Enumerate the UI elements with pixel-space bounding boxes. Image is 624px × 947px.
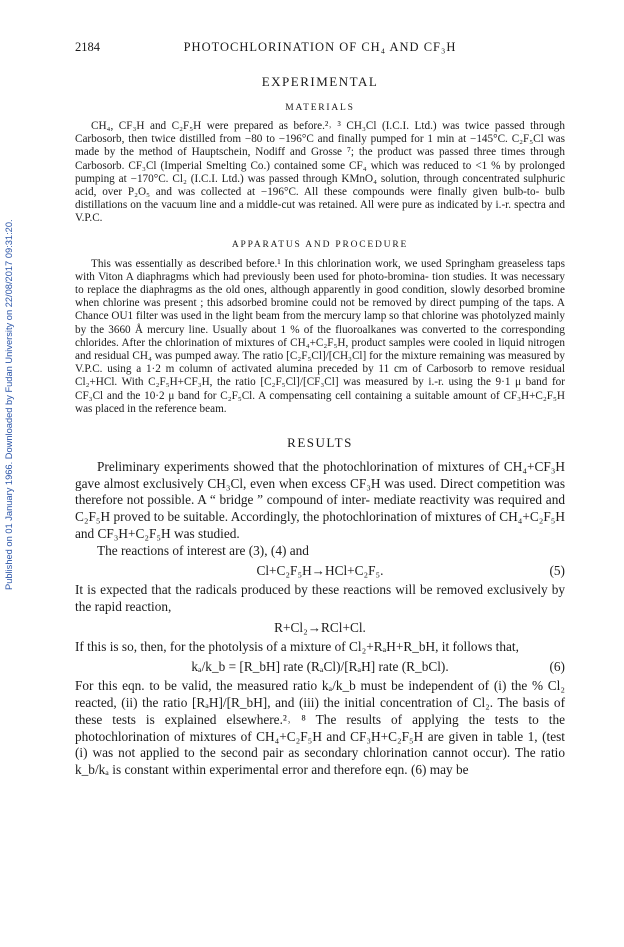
download-watermark (4, 150, 16, 590)
apparatus-text: This was essentially as described before.¹ In this chlorination work, we used Springham greaseless taps with Viton A diaphragms which had previously been used for photo-bromina- tion studies. It was necessary to replace the diaphragms as the old ones, although apparently in good condition, slowly desorbed bromine when chlorine was present ; this adsorbed bromine could not be removed by direct pumping of the taps. A Chance OU1 filter was used in the light beam from the mercury lamp so that chlorine was photolyzed mainly by the 3660 Å mercury line. Usually about 1 % of the fluoroalkanes was converted to the corresponding chlorides. After the chlorination of mixtures of CH₄+C₂F₅H, product samples were cooled in liquid nitrogen and residual CH₄ was pumped away. The ratio [C₂F₅Cl]/[CH₃Cl] for the mixture remaining was measured by V.P.C. using a 1·2 m column of activated alumina preceded by 11 cm of Carbosorb to remove residual Cl₂+HCl. With C₂F₅H+CF₃H, the ratio [C₂F₅Cl]/[CF₃Cl] was measured by i.-r. using the 9·1 μ band for CF₃Cl and the 10·2 μ band for C₂F₅Cl. A compensating cell containing a suitable amount of CF₃H+C₂F₅H was placed in the reference beam. (75, 257, 565, 415)
materials-text: CH₄, CF₃H and C₂F₅H were prepared as before.²˒ ³ CH₃Cl (I.C.I. Ltd.) was twice passed through Carbosorb, then twice distilled from −80 to −196°C and finally pumped for 1 min at −145°C. C₂F₅Cl was made by the method of Hauptschein, Nodiff and Grosse ⁷; the product was passed three times through Carbosorb. CF₃Cl (Imperial Smelting Co.) contained some CF₄ which was reduced to <1 % by prolonged pumping at −170°C. Cl₂ (I.C.I. Ltd.) was passed through KMnO₄ solution, through concentrated sulphuric acid, over P₂O₅ and was collected at −196°C. All these compounds were finally given bulb-to- bulb distillations on the vacuum line and a middle-cut was retained. All were pure as indicated by i.-r. spectra and V.P.C. (75, 120, 565, 225)
section-heading-experimental: EXPERIMENTAL (261, 74, 379, 89)
equation-5-expression: Cl+C₂F₅H→HCl+C₂F₅. (256, 563, 384, 579)
section-heading-results: RESULTS (287, 435, 353, 451)
results-line-photolysis: If this is so, then, for the photolysis of a mixture of Cl₂+RₐH+R_bH, it follows that, (75, 638, 519, 654)
results-body (75, 459, 565, 779)
results-paragraph-3: For this eqn. to be valid, the measured ratio kₐ/k_b must be independent of (i) the % Cl₂ reacted, (ii) the ratio [RₐH]/[R_bH], and (iii) the initial concentration of Cl₂. The basis of these tests is explained elsewhere.²˒ ⁸ The results of applying the tests to the photochlorination of mixtures of CH₄+C₂F₅H and CF₃H+C₂F₅H are given in table 1, (test (i) was not applied to the second pair as secondary chlorination cannot occur). The ratio k_b/kₐ is constant within experimental error and therefore eqn. (6) may be (75, 678, 565, 777)
equation-unnumbered (75, 618, 565, 637)
results-line-reactions: The reactions of interest are (3), (4) and (97, 542, 309, 558)
running-header (75, 40, 565, 58)
page-number: 2184 (75, 40, 100, 54)
equation-6-number: (6) (549, 659, 565, 675)
apparatus-paragraph (75, 258, 565, 416)
equation-6-expression: kₐ/k_b = [R_bH] rate (RₐCl)/[RₐH] rate (R_bCl). (191, 659, 449, 675)
subsection-heading-materials: MATERIALS (285, 103, 355, 113)
results-paragraph-2: It is expected that the radicals produced by these reactions will be removed exclusively by the rapid reaction, (75, 582, 565, 614)
subsection-heading-apparatus: APPARATUS AND PROCEDURE (231, 239, 409, 250)
materials-paragraph (75, 120, 565, 226)
results-paragraph-1: Preliminary experiments showed that the photochlorination of mixtures of CH₄+CF₃H gave almost exclusively CH₃Cl, even when excess CF₃H was used. Direct competition was therefore not possible. A “ bridge ” compound of inter- mediate reactivity was required and C₂F₅H proved to be suitable. Accordingly, the photochlorination of mixtures of CH₄+C₂F₅H and CF₃H+C₂F₅H was studied. (75, 459, 565, 541)
running-title: PHOTOCHLORINATION OF CH₄ AND CF₃H (183, 40, 457, 54)
equation-6 (75, 657, 565, 676)
equation-5 (75, 561, 565, 580)
equation-unnumbered-expression: R+Cl₂→RCl+Cl. (274, 619, 366, 635)
journal-page (75, 40, 565, 779)
equation-5-number: (5) (549, 563, 565, 579)
download-watermark-text: Published on 01 January 1966. Downloaded by Fudan University on 22/08/2017 09:31:20. (4, 219, 14, 590)
